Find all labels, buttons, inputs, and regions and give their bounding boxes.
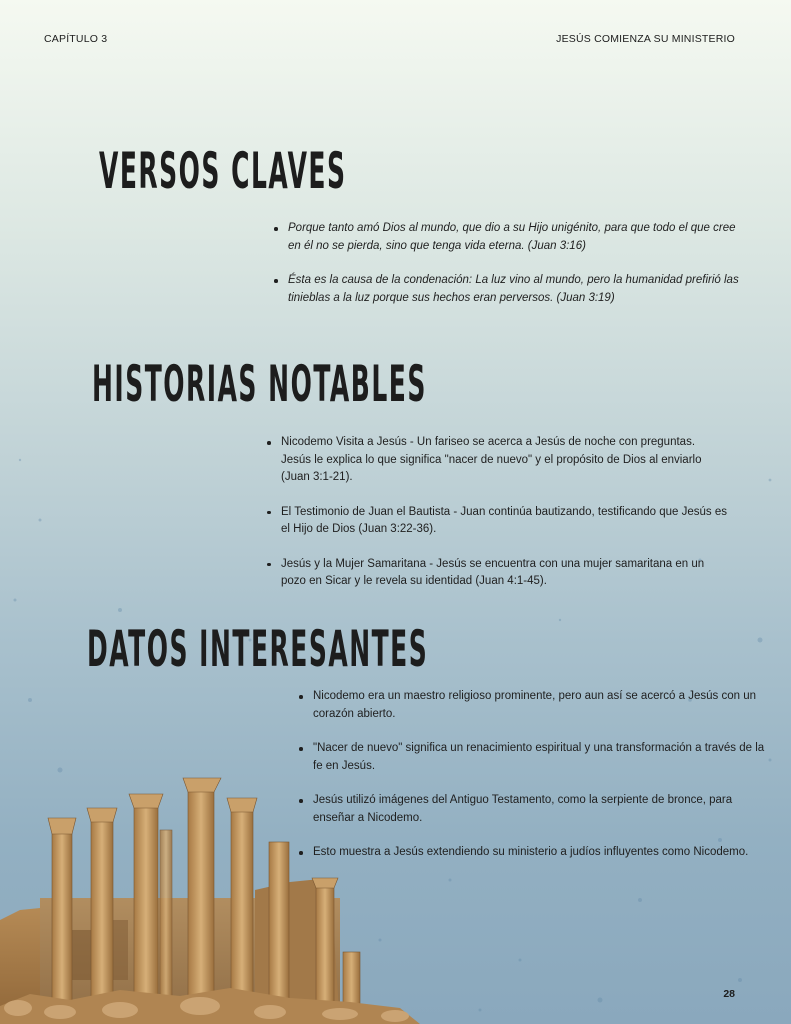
ancient-columns-illustration [0, 770, 420, 1024]
page-number: 28 [723, 988, 735, 1000]
list-item: Ésta es la causa de la condenación: La luz vino al mundo, pero la humanidad prefirió las tinieblas a la luz porque sus hechos eran perversos. (Juan 3:19) [274, 272, 744, 307]
list-item: Nicodemo Visita a Jesús - Un fariseo se acerca a Jesús de noche con preguntas. Jesús le explica lo que significa "nacer de nuevo" y el propósito de Dios al enviarlo (Juan 3:1-21). [267, 434, 727, 487]
key-verses-list [274, 220, 744, 324]
list-item: Jesús y la Mujer Samaritana - Jesús se encuentra con una mujer samaritana en un pozo en Sicar y le revela su identidad (Juan 4:1-45). [267, 556, 727, 591]
notable-stories-list [267, 434, 727, 608]
key-verses-heading: VERSOS CLAVES [99, 142, 347, 200]
chapter-title: JESÚS COMIENZA SU MINISTERIO [556, 33, 735, 45]
list-item: Nicodemo era un maestro religioso prominente, pero aun así se acercó a Jesús con un corazón abierto. [299, 688, 773, 723]
notable-stories-heading: HISTORIAS NOTABLES [92, 355, 427, 413]
list-item: Porque tanto amó Dios al mundo, que dio a su Hijo unigénito, para que todo el que cree en él no se pierda, sino que tenga vida eterna. (Juan 3:16) [274, 220, 744, 255]
list-item: Esto muestra a Jesús extendiendo su ministerio a judíos influyentes como Nicodemo. [299, 844, 773, 862]
list-item: Jesús utilizó imágenes del Antiguo Testamento, como la serpiente de bronce, para enseñar a Nicodemo. [299, 792, 773, 827]
chapter-label: CAPÍTULO 3 [44, 33, 108, 45]
interesting-facts-heading: DATOS INTERESANTES [87, 620, 429, 678]
list-item: El Testimonio de Juan el Bautista - Juan continúa bautizando, testificando que Jesús es el Hijo de Dios (Juan 3:22-36). [267, 504, 727, 539]
list-item: "Nacer de nuevo" significa un renacimiento espiritual y una transformación a través de la fe en Jesús. [299, 740, 773, 775]
